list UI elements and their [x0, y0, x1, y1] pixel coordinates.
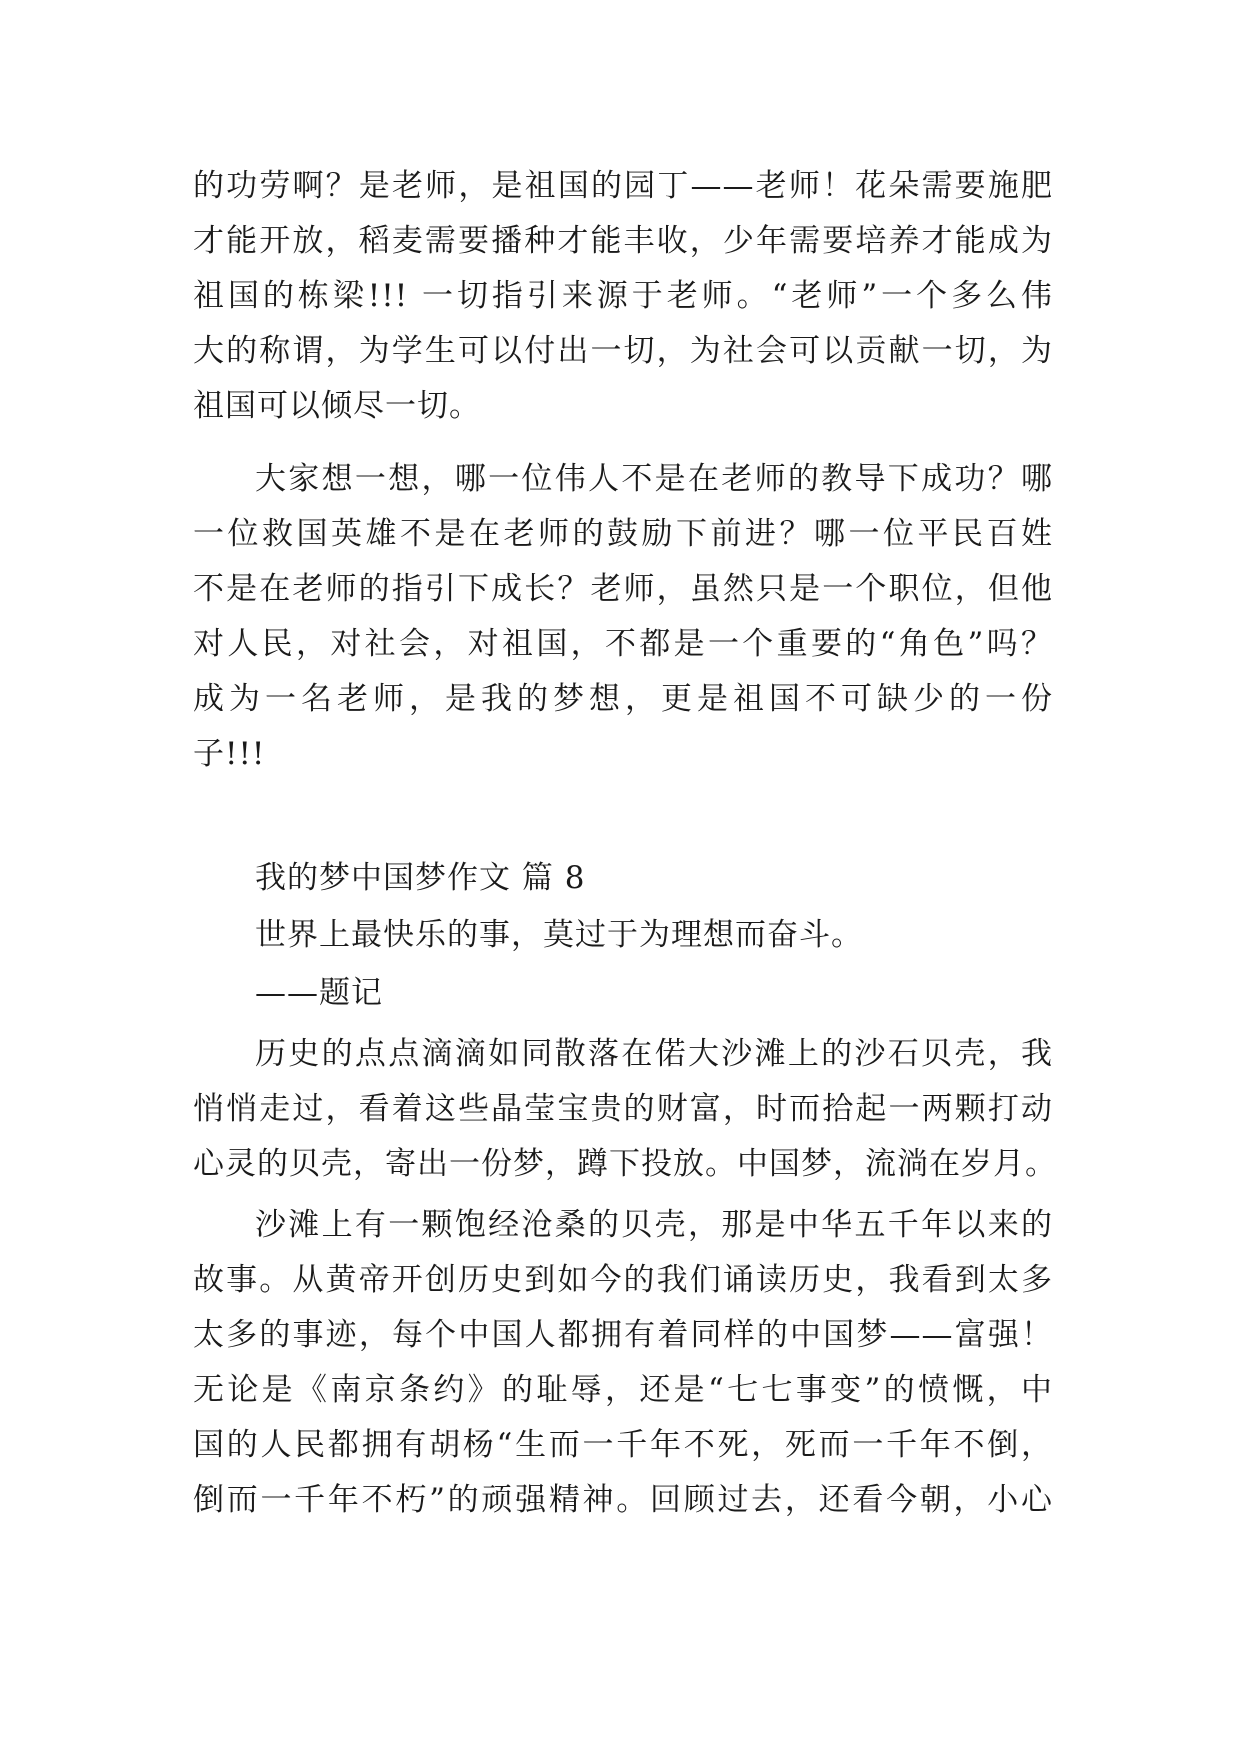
text-line: 成为一名老师，是我的梦想，更是祖国不可缺少的一份	[193, 681, 1053, 717]
text-line: 祖国的栋梁!!! 一切指引来源于老师。“老师”一个多么伟	[193, 278, 1053, 314]
paragraph-first-line: 沙滩上有一颗饱经沧桑的贝壳，那是中华五千年以来的	[255, 1207, 1053, 1243]
text-line: 祖国可以倾尽一切。	[193, 388, 481, 424]
text-line: 的功劳啊？是老师，是祖国的园丁——老师！花朵需要施肥	[193, 168, 1053, 204]
text-line: 大的称谓，为学生可以付出一切，为社会可以贡献一切，为	[193, 333, 1053, 369]
text-line: 一位救国英雄不是在老师的鼓励下前进？哪一位平民百姓	[193, 516, 1053, 552]
section-heading: 我的梦中国梦作文 篇 8	[255, 860, 586, 896]
epigraph: 世界上最快乐的事，莫过于为理想而奋斗。	[255, 917, 863, 953]
text-line: 倒而一千年不朽”的顽强精神。回顾过去，还看今朝，小心	[193, 1482, 1053, 1518]
text-line: 故事。从黄帝开创历史到如今的我们诵读历史，我看到太多	[193, 1262, 1053, 1298]
paragraph-first-line: 历史的点点滴滴如同散落在偌大沙滩上的沙石贝壳，我	[255, 1036, 1053, 1072]
text-line: 无论是《南京条约》的耻辱，还是“七七事变”的愤慨，中	[193, 1372, 1053, 1408]
text-line: 国的人民都拥有胡杨“生而一千年不死，死而一千年不倒，	[193, 1427, 1053, 1463]
text-line: 太多的事迹，每个中国人都拥有着同样的中国梦——富强！	[193, 1317, 1053, 1353]
text-line: 对人民，对社会，对祖国，不都是一个重要的“角色”吗？	[193, 626, 1053, 662]
text-line: 不是在老师的指引下成长？老师，虽然只是一个职位，但他	[193, 571, 1053, 607]
text-line: 心灵的贝壳，寄出一份梦，蹲下投放。中国梦，流淌在岁月。	[193, 1146, 1057, 1182]
text-line: 子!!!	[193, 736, 266, 772]
text-line: 才能开放，稻麦需要播种才能丰收，少年需要培养才能成为	[193, 223, 1053, 259]
epigraph-attribution: ——题记	[255, 975, 383, 1011]
text-line: 悄悄走过，看着这些晶莹宝贵的财富，时而拾起一两颗打动	[193, 1091, 1053, 1127]
paragraph-first-line: 大家想一想，哪一位伟人不是在老师的教导下成功？哪	[255, 461, 1053, 497]
